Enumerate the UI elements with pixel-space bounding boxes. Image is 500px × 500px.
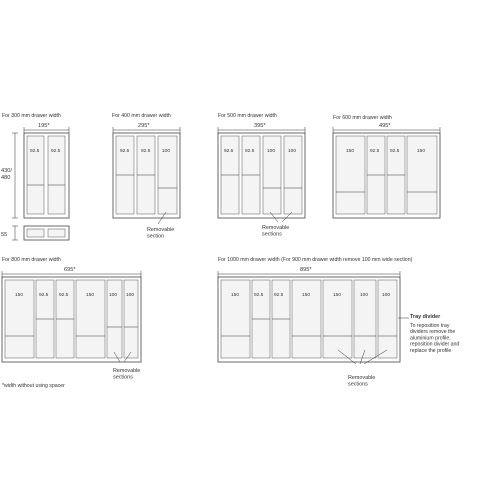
removable-tray-section (263, 136, 281, 214)
footnote: *width without using spacer (2, 383, 65, 389)
column-width-label: 150 (231, 293, 240, 298)
removable-tray-section (378, 280, 397, 358)
column-width-label: 150 (86, 293, 95, 298)
tray-300-title: For 300 mm drawer width (2, 113, 61, 119)
tray-1000-title: For 1000 mm drawer width (For 900 mm drawer width remove 100 mm wide section) (218, 257, 413, 263)
removable-tray-section (323, 280, 352, 358)
column-width-label: 92.5 (370, 149, 380, 154)
tray-section (76, 280, 105, 358)
column-width-label: 92.5 (224, 149, 234, 154)
column-width-label: 150 (333, 293, 342, 298)
column-width-label: 92.5 (141, 149, 151, 154)
removable-tray-section (124, 280, 138, 358)
removable-sections-label: Removable sections (262, 225, 290, 238)
column-width-label: 100 (109, 293, 118, 298)
tray-800-title: For 800 mm drawer width (2, 257, 61, 263)
removable-tray-section (354, 280, 376, 358)
column-width-label: 100 (267, 149, 276, 154)
tray-section (336, 136, 365, 214)
column-width-label: 100 (288, 149, 297, 154)
column-width-label: 100 (126, 293, 135, 298)
tray-1000mm (218, 257, 459, 388)
removable-tray-section (107, 280, 122, 358)
column-width-label: 92.5 (390, 149, 400, 154)
tray-divider-text: To reposition tray dividers remove the aluminium profile, reposition divider and replace the profile (410, 323, 460, 354)
tray-divider-title: Tray divider (410, 314, 441, 320)
removable-tray-section (284, 136, 302, 214)
column-width-label: 150 (15, 293, 24, 298)
column-width-label: 150 (302, 293, 311, 298)
tray-400-width: 295* (138, 123, 150, 129)
tray-section (27, 136, 44, 214)
tray-400mm (112, 113, 180, 240)
column-width-label: 92.5 (30, 149, 40, 154)
tray-1000-width: 895* (300, 267, 312, 273)
tray-500-width: 395* (254, 123, 266, 129)
tray-section (48, 136, 65, 214)
column-width-label: 92.5 (274, 293, 284, 298)
column-width-label: 92.5 (59, 293, 69, 298)
tray-500-title: For 500 mm drawer width (218, 113, 277, 119)
removable-section-label: Removable section (147, 227, 175, 240)
tray-600-width: 495* (379, 123, 391, 129)
tray-section (292, 280, 321, 358)
column-width-label: 100 (360, 293, 369, 298)
column-width-label: 150 (346, 149, 355, 154)
column-width-label: 92.5 (245, 149, 255, 154)
column-width-label: 92.5 (51, 149, 61, 154)
tray-800mm (2, 257, 141, 389)
column-width-label: 92.5 (39, 293, 49, 298)
column-width-label: 150 (417, 149, 426, 154)
tray-800-width: 695* (64, 267, 76, 273)
tray-600mm (333, 115, 440, 218)
tray-section (221, 280, 250, 358)
tray-300mm (1, 113, 69, 240)
column-width-label: 92.5 (120, 149, 130, 154)
tray-500mm (218, 113, 305, 238)
tray-300-height: 430/ 480 (1, 168, 12, 181)
removable-sections-label: Removable sections (348, 375, 376, 388)
tray-section (5, 280, 34, 358)
tray-400-title: For 400 mm drawer width (112, 113, 171, 119)
tray-section (407, 136, 437, 214)
column-width-label: 100 (382, 293, 391, 298)
tray-600-title: For 600 mm drawer width (333, 115, 392, 121)
column-width-label: 92.5 (254, 293, 264, 298)
removable-sections-label: Removable sections (113, 368, 141, 381)
tray-300-width: 195* (38, 123, 50, 129)
profile-height-label: 55 (1, 232, 8, 238)
column-width-label: 100 (162, 149, 171, 154)
removable-tray-section (158, 136, 177, 214)
